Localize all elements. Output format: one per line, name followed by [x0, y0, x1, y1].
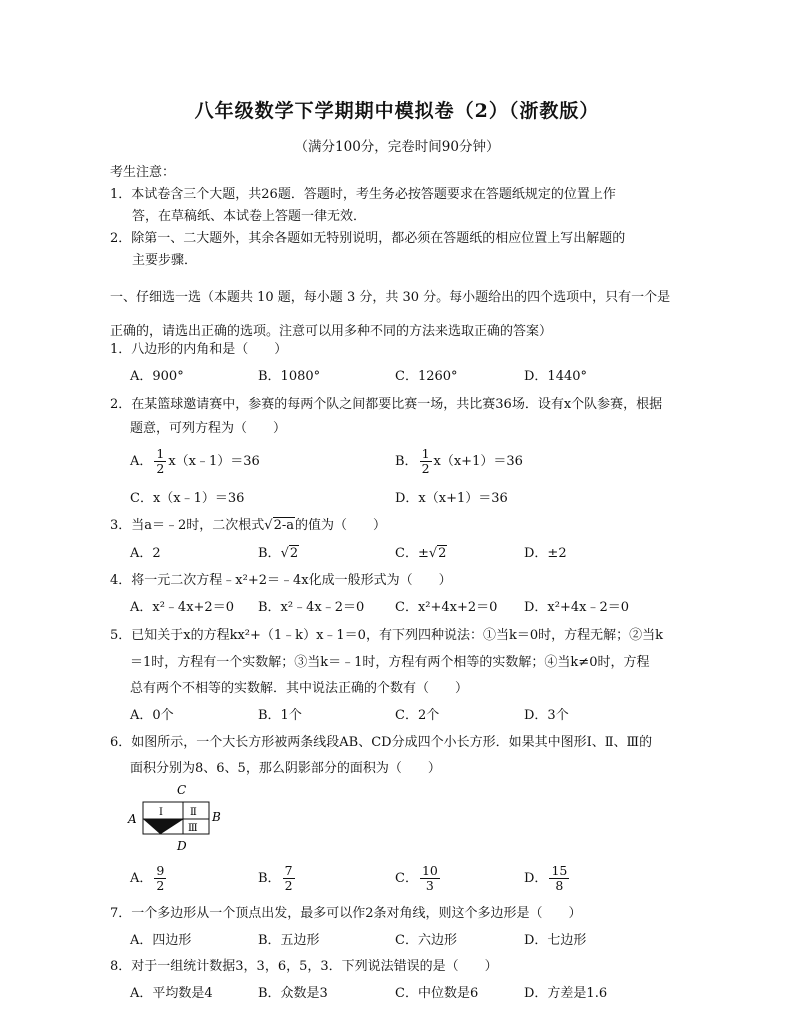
notice-item-1: 1．本试卷含三个大题，共26题．答题时，考生务必按答题要求在答题纸规定的位置上作	[110, 187, 616, 202]
q3-option-b-radical: √2	[280, 546, 299, 561]
q5-stem: 5．已知关于x的方程kx²+（1﹣k）x﹣1＝0，有下列四种说法：①当k＝0时，方程无解；②当k	[110, 628, 663, 643]
q2-stem-cont: 题意，可列方程为（ ）	[130, 421, 287, 436]
q7-option-b: B．五边形	[258, 933, 320, 948]
q6-option-b-denominator: 2	[284, 878, 293, 893]
q8-option-a: A．平均数是4	[130, 986, 213, 1001]
q3-option-b	[258, 545, 299, 563]
q4-option-d: D．x²+4x﹣2＝0	[524, 600, 630, 615]
q5-option-c: C．2个	[395, 708, 440, 723]
q6-option-a-numerator: 9	[156, 863, 165, 878]
q3-option-b-radicand: 2	[289, 546, 299, 561]
q2-option-a-fraction	[154, 447, 166, 476]
q6-option-d-label: D．	[524, 871, 548, 886]
q2-option-b-label: B．	[395, 454, 418, 469]
notice-heading: 考生注意：	[110, 165, 176, 180]
q2-option-b-numerator: 1	[421, 446, 430, 461]
q2-option-c: C．x（x﹣1）＝36	[130, 491, 245, 506]
q2-option-d: D．x（x+1）＝36	[395, 491, 508, 506]
q2-option-a-label: A．	[130, 454, 153, 469]
q6-option-c	[395, 864, 442, 893]
q2-option-b-expr: x（x+1）＝36	[433, 454, 523, 469]
q2-stem: 2．在某篮球邀请赛中，参赛的每两个队之间都要比赛一场，共比赛36场．设有x个队参赛，根据	[110, 397, 663, 412]
q1-option-c: C．1260°	[395, 369, 458, 384]
q1-stem: 1．八边形的内角和是（ ）	[110, 342, 288, 357]
q6-option-a-label: A．	[130, 871, 153, 886]
q3-option-c-radicand: 2	[438, 546, 447, 561]
q8-option-c: C．中位数是6	[395, 986, 479, 1001]
q5-option-d: D．3个	[524, 708, 569, 723]
q2-option-b	[395, 447, 523, 476]
q6-option-d-numerator: 15	[551, 863, 568, 878]
notice-item-2: 2．除第一、二大题外，其余各题如无特别说明，都必须在答题纸的相应位置上写出解题的	[110, 231, 626, 246]
q3-option-b-label: B．	[258, 546, 281, 561]
q2-option-b-fraction	[420, 447, 432, 476]
q3-stem	[110, 517, 386, 535]
q3-radicand: 2-a	[273, 518, 295, 533]
q2-option-a-expr: x（x﹣1）＝36	[168, 454, 260, 469]
q6-label-a: A	[128, 812, 137, 826]
q3-option-c-radical: √2	[428, 546, 447, 561]
q4-stem: 4．将一元二次方程﹣x²+2＝﹣4x化成一般形式为（ ）	[110, 573, 452, 588]
q2-option-a-numerator: 1	[156, 446, 165, 461]
q6-option-c-numerator: 10	[421, 863, 438, 878]
q6-option-a-denominator: 2	[156, 878, 165, 893]
q6-label-b: B	[212, 810, 221, 824]
q3-stem-end: 的值为（ ）	[295, 518, 387, 533]
q5-stem-cont-1: ＝1时，方程有一个实数解；③当k＝﹣1时，方程有两个相等的实数解；④当k≠0时，方程	[130, 655, 650, 670]
q6-option-c-denominator: 3	[425, 878, 434, 893]
q6-option-c-fraction	[420, 864, 440, 893]
q6-option-b-label: B．	[258, 871, 281, 886]
q3-option-a: A．2	[130, 546, 161, 561]
q6-label-region-3: Ⅲ	[188, 823, 198, 834]
page-title: 八年级数学下学期期中模拟卷（2）（浙教版）	[194, 100, 600, 122]
q6-label-region-2: Ⅱ	[190, 807, 197, 818]
q6-stem-cont: 面积分别为8、6、5，那么阴影部分的面积为（ ）	[130, 761, 441, 776]
q6-option-b-fraction	[283, 864, 295, 893]
q8-option-d: D．方差是1.6	[524, 986, 608, 1001]
q2-option-a-denominator: 2	[156, 461, 165, 476]
q6-outer-rectangle	[143, 802, 209, 834]
notice-item-2-cont: 主要步骤．	[132, 253, 198, 268]
page-subtitle: （满分100分，完卷时间90分钟）	[294, 139, 500, 155]
q3-stem-start: 3．当a＝﹣2时，二次根式	[110, 518, 265, 533]
q6-label-c: C	[177, 783, 187, 797]
q6-option-d	[524, 864, 571, 893]
q1-option-d: D．1440°	[524, 369, 588, 384]
notice-item-1-cont: 答，在草稿纸、本试卷上答题一律无效．	[132, 209, 367, 224]
q7-option-a: A．四边形	[130, 933, 192, 948]
q3-option-c	[395, 545, 447, 563]
q6-stem: 6．如图所示，一个大长方形被两条线段AB、CD分成四个小长方形．如果其中图形Ⅰ、Ⅱ、Ⅲ的	[110, 735, 653, 750]
q3-radical: √2-a	[264, 518, 295, 533]
q6-option-a	[130, 864, 168, 893]
q2-option-a	[130, 447, 260, 476]
q4-option-a: A．x²﹣4x+2＝0	[130, 600, 234, 615]
q6-option-b	[258, 864, 297, 893]
q6-option-c-label: C．	[395, 871, 418, 886]
q4-option-c: C．x²+4x+2＝0	[395, 600, 498, 615]
q4-option-b: B．x²﹣4x﹣2＝0	[258, 600, 365, 615]
q1-option-b: B．1080°	[258, 369, 321, 384]
q8-stem: 8．对于一组统计数据3，3，6，5，3．下列说法错误的是（ ）	[110, 959, 498, 974]
section-heading-cont: 正确的，请选出正确的选项。注意可以用多种不同的方法来选取正确的答案）	[110, 324, 553, 339]
q2-option-b-denominator: 2	[421, 461, 430, 476]
q8-option-b: B．众数是3	[258, 986, 328, 1001]
q6-option-a-fraction	[154, 864, 166, 893]
q6-label-region-1: Ⅰ	[159, 807, 163, 818]
q5-option-b: B．1个	[258, 708, 302, 723]
section-heading: 一、仔细选一选（本题共 10 题，每小题 3 分，共 30 分。每小题给出的四个选项中，只有一个是	[110, 290, 671, 305]
q3-option-d: D．±2	[524, 546, 567, 561]
q7-option-d: D．七边形	[524, 933, 587, 948]
q7-option-c: C．六边形	[395, 933, 457, 948]
q5-option-a: A．0个	[130, 708, 174, 723]
q6-label-d: D	[177, 839, 187, 853]
q7-stem: 7．一个多边形从一个顶点出发，最多可以作2条对角线，则这个多边形是（ ）	[110, 906, 582, 921]
q1-option-a: A．900°	[130, 369, 184, 384]
q3-option-c-label: C．±	[395, 546, 429, 561]
q6-figure	[124, 780, 230, 856]
q5-stem-cont-2: 总有两个不相等的实数解．其中说法正确的个数有（ ）	[130, 681, 469, 696]
q6-option-d-denominator: 8	[555, 878, 564, 893]
q6-option-b-numerator: 7	[284, 863, 293, 878]
q6-option-d-fraction	[549, 864, 569, 893]
